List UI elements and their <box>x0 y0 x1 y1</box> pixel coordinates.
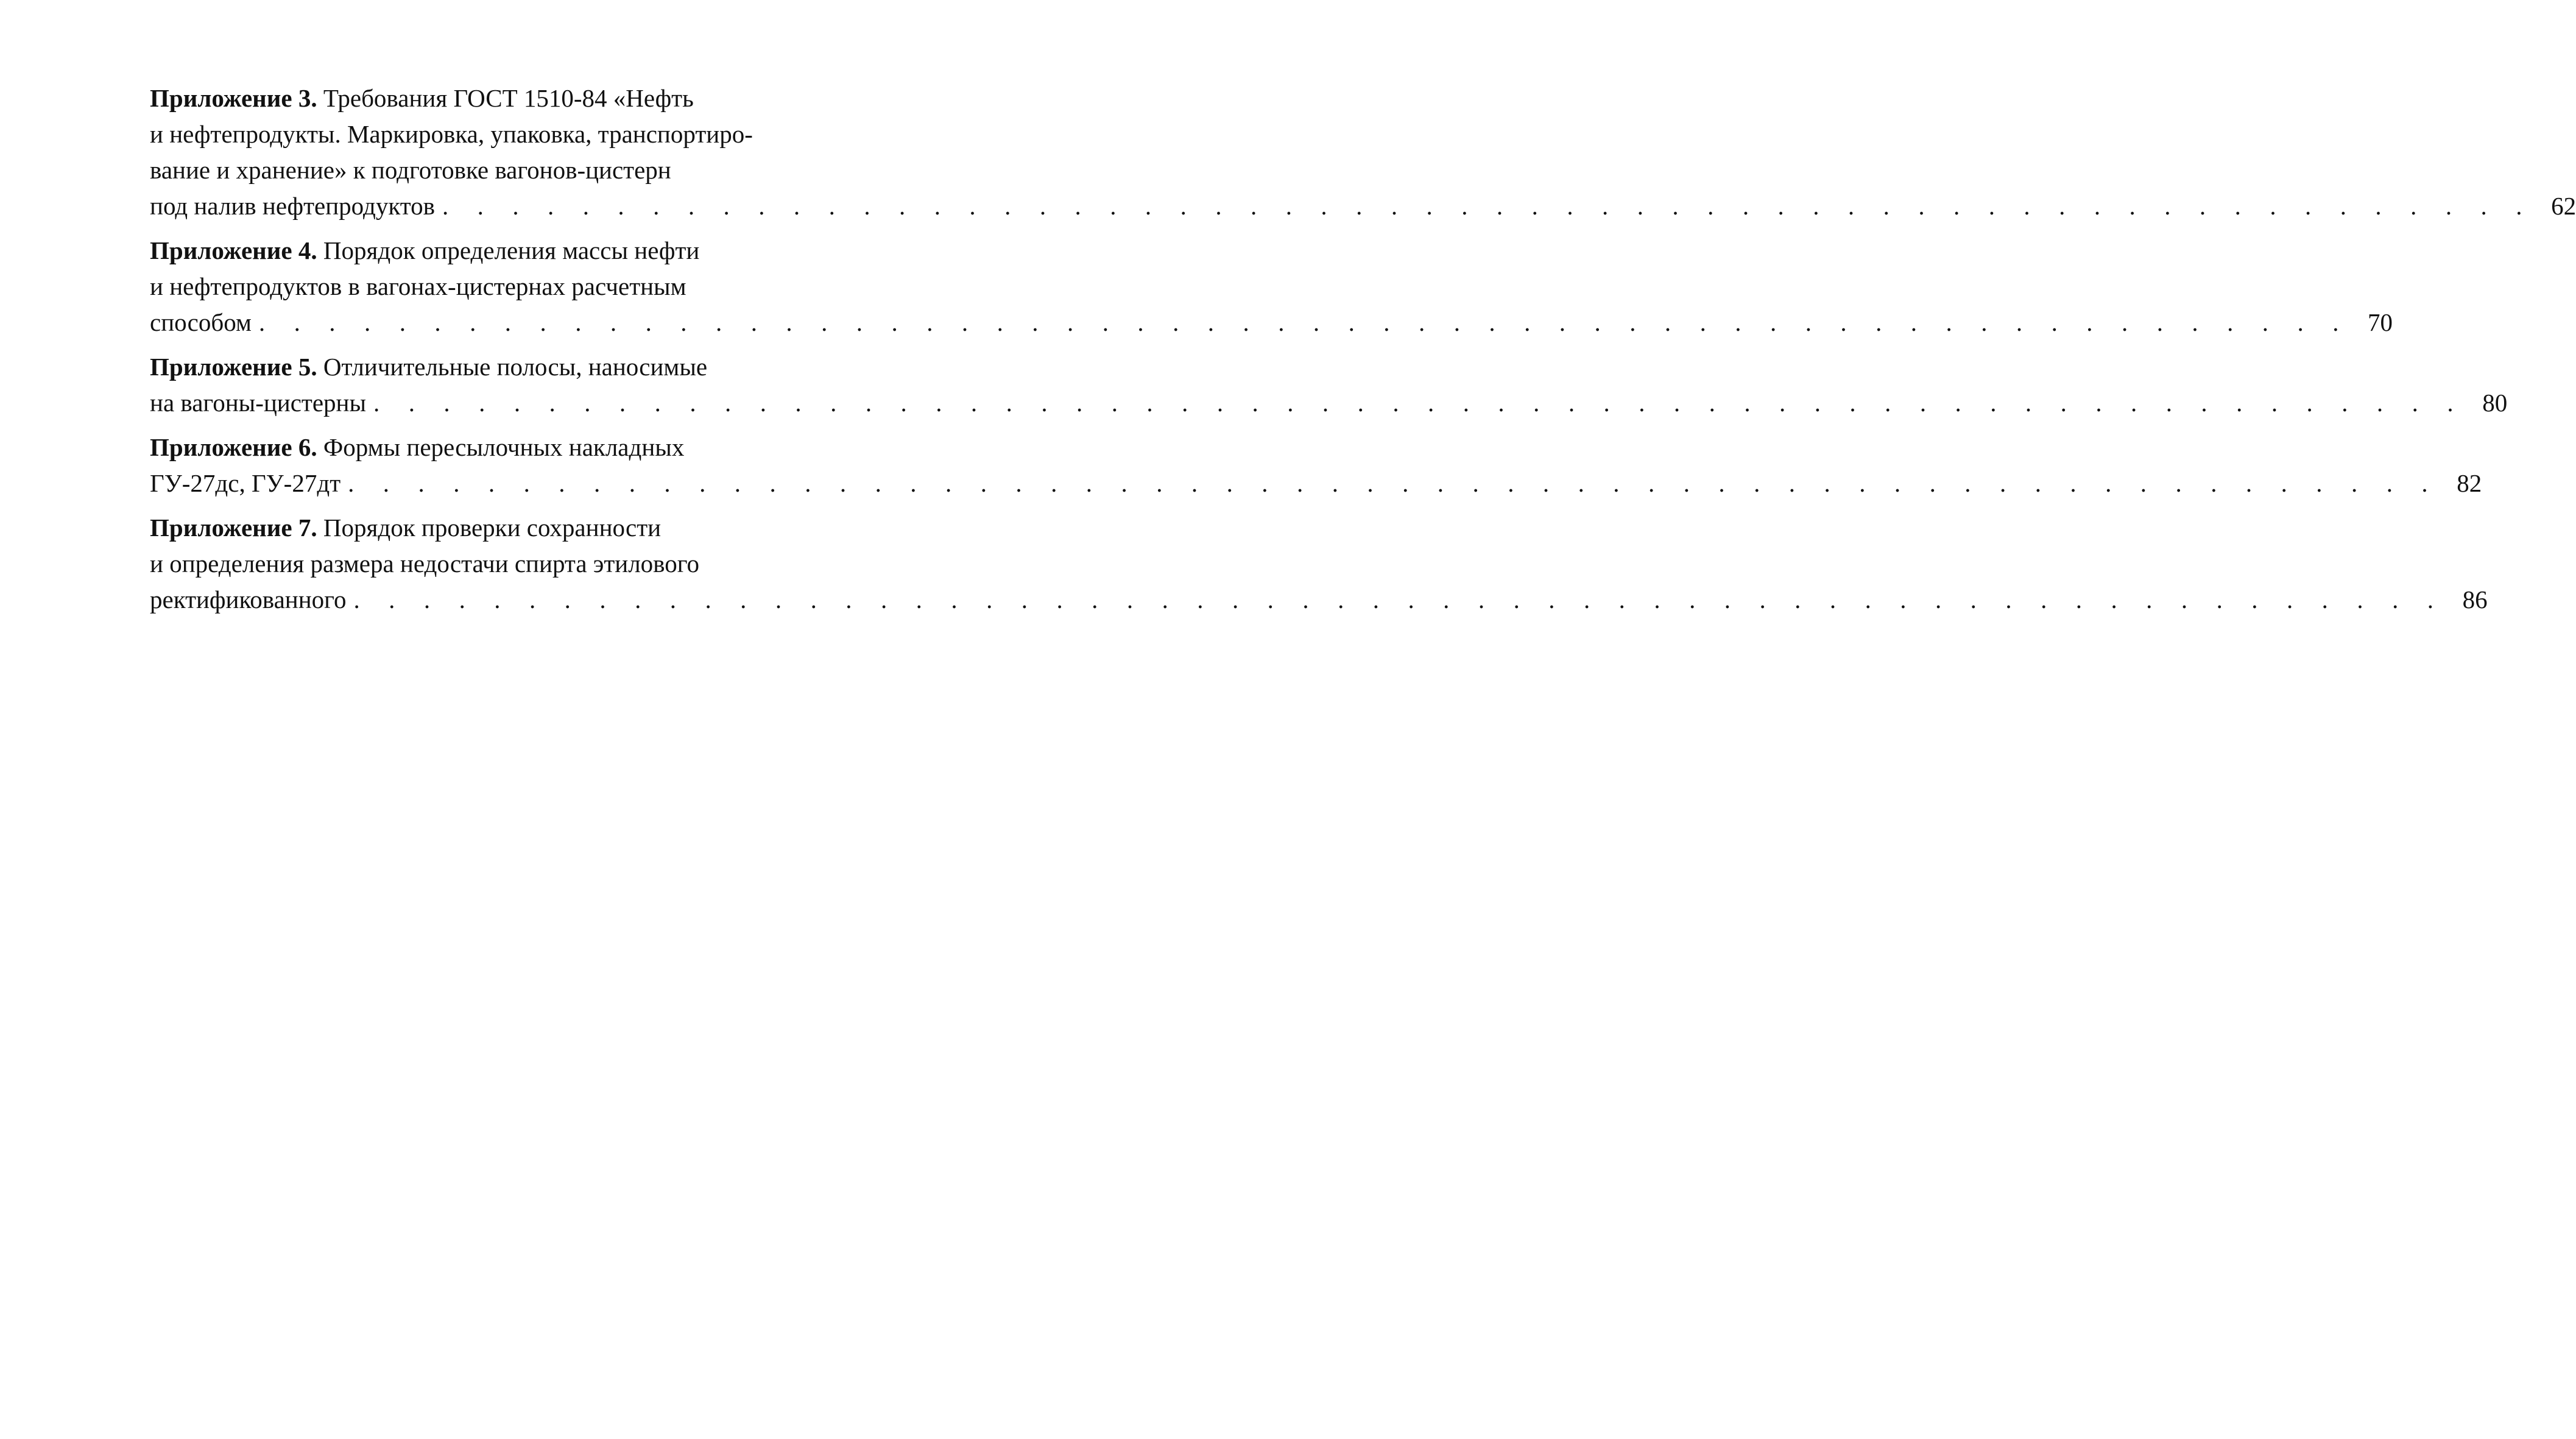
toc-entry-last-line <box>150 465 2482 501</box>
toc-entry-appendix-5[interactable] <box>150 349 2508 421</box>
toc-entry-last-line <box>150 188 2576 224</box>
toc-entry-label: Приложение 6. <box>150 433 317 461</box>
toc-entry-last-line <box>150 305 2393 341</box>
toc-entry-label: Приложение 4. <box>150 236 317 264</box>
toc-entry-last-line <box>150 385 2508 421</box>
toc-entry-first-line <box>150 233 917 269</box>
toc-entry-title-end: ректификованного <box>150 585 347 613</box>
toc-entry-appendix-4[interactable] <box>150 233 2393 341</box>
toc-entry-title-line: и нефтепродуктов в вагонах-цистернах расчетным <box>150 272 686 300</box>
toc-page-number: 62 <box>2551 192 2576 220</box>
toc-entry-title-part: Отличительные полосы, наносимые <box>317 353 708 381</box>
toc-entry-appendix-3[interactable] <box>150 80 2576 224</box>
toc-page-number: 86 <box>2462 585 2488 613</box>
toc-page-number: 80 <box>2482 389 2508 417</box>
dot-leader: . . . . . . . . . . . . . . . . . . . . . . . . . . . . . . . . . . . . . . . . . . . . . . . . . . . . . . . . . . . . <box>348 469 2440 497</box>
toc-entry-appendix-7[interactable] <box>150 510 2488 618</box>
dot-leader: . . . . . . . . . . . . . . . . . . . . . . . . . . . . . . . . . . . . . . . . . . . . . . . . . . . . . . . . . . . . <box>373 389 2465 417</box>
dot-leader: . . . . . . . . . . . . . . . . . . . . . . . . . . . . . . . . . . . . . . . . . . . . . . . . . . . . . . . . . . . . <box>442 192 2534 220</box>
toc-entry-title-line: и определения размера недостачи спирта этилового <box>150 550 700 578</box>
toc-page-number: 82 <box>2457 469 2482 497</box>
toc-entry-title-part: Требования ГОСТ 1510-84 «Нефть <box>317 84 694 112</box>
toc-entry-title-part: Порядок проверки сохранности <box>317 514 662 542</box>
toc-entry-first-line <box>150 349 917 385</box>
dot-leader: . . . . . . . . . . . . . . . . . . . . . . . . . . . . . . . . . . . . . . . . . . . . . . . . . . . . . . . . . . . . <box>353 585 2445 613</box>
toc-entry-title-end: на вагоны-цистерны <box>150 389 367 417</box>
toc-entry-title-end: под налив нефтепродуктов <box>150 192 435 220</box>
toc-entry-first-line <box>150 80 917 116</box>
toc-entry-first-line <box>150 510 917 546</box>
toc-entry-appendix-6[interactable] <box>150 430 2482 501</box>
toc-entry-label: Приложение 5. <box>150 353 317 381</box>
toc-page-number: 70 <box>2368 308 2393 336</box>
toc-entry-label: Приложение 3. <box>150 84 317 112</box>
toc-entry-title-line: вание и хранение» к подготовке вагонов-цистерн <box>150 156 671 184</box>
table-of-contents <box>150 80 2576 626</box>
toc-entry-title-line: и нефтепродукты. Маркировка, упаковка, транспортиро- <box>150 120 753 148</box>
toc-entry-title-end: способом <box>150 308 252 336</box>
toc-entry-title-part: Формы пересылочных накладных <box>317 433 685 461</box>
toc-entry-last-line <box>150 582 2488 618</box>
toc-entry-first-line <box>150 430 917 465</box>
toc-entry-title-end: ГУ-27дс, ГУ-27дт <box>150 469 341 497</box>
toc-entry-label: Приложение 7. <box>150 514 317 542</box>
dot-leader: . . . . . . . . . . . . . . . . . . . . . . . . . . . . . . . . . . . . . . . . . . . . . . . . . . . . . . . . . . . . <box>258 308 2351 336</box>
toc-entry-title-part: Порядок определения массы нефти <box>317 236 700 264</box>
